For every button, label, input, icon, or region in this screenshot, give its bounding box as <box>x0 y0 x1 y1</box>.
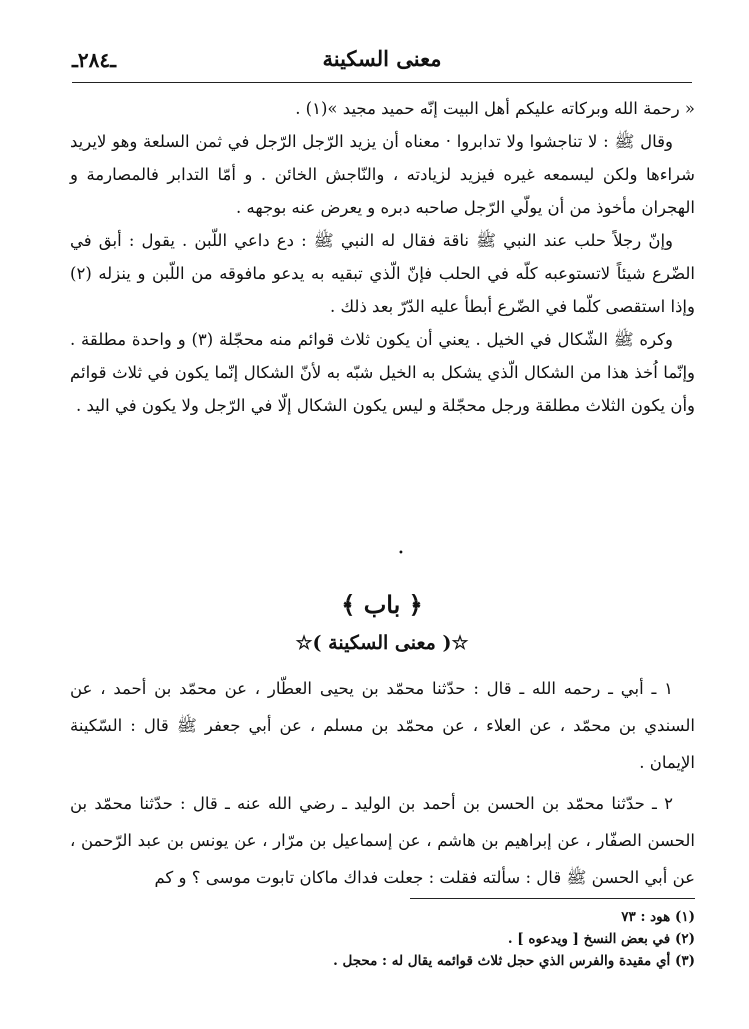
running-title: معنى السكينة <box>322 46 442 71</box>
footnote-item: (١) هود : ٧٣ <box>621 909 695 925</box>
paragraph: وقال ﷺ : لا تناجشوا ولا تدابروا · معناه أن يزيد الرّجل الرّجل في ثمن السلعة وهو لايريد شراءها ولكن ليسمعه غيره فيزيد لزيادته ، والنّاجش الخائن . و أمّا التدابر فالمصارمة و الهجران مأخوذ من أن يولّي الرّجل صاحبه دبره و يعرض عنه بوجهه . <box>70 132 695 217</box>
hadith-list <box>70 670 695 900</box>
body-text <box>70 92 695 422</box>
chapter-title: ﴿ باب ﴾ <box>341 590 423 619</box>
hadith-item: ١ ـ أبي ـ رحمه الله ـ قال : حدّثنا محمّد بن يحيى العطّار ، عن محمّد بن أحمد ، عن السندي بن محمّد ، عن العلاء ، عن محمّد بن مسلم ، عن أبي جعفر ﷺ قال : السّكينة الإيمان . <box>70 679 695 772</box>
paragraph: وكره ﷺ الشّكال في الخيل . يعني أن يكون ثلاث قوائم منه محجّلة (٣) و واحدة مطلقة . وإنّما اُخذ هذا من الشكال الّذي يشكل به الخيل شبّه به لأنّ الشكال إنّما يكون في ثلاث قوائم وأن يكون الثلاث مطلقة ورجل محجّلة و ليس يكون الشكال إلّا في الرّجل ولا يكون في اليد . <box>70 330 695 415</box>
section-divider-dot: • <box>398 548 404 559</box>
paragraph: وإنّ رجلاً حلب عند النبي ﷺ ناقة فقال له النبي ﷺ : دع داعي اللّبن . يقول : أبق في الضّرع شيئاً لاتستوعبه كلّه في الحلب فإنّ الّذي تبقيه به يدعو مافوقه من اللّبن و ينزله (٢) وإذا استقصى كلّما في الضّرع أبطأ عليه الدّرّ بعد ذلك . <box>70 231 695 316</box>
footnote-divider <box>410 898 695 899</box>
page-header <box>72 42 692 83</box>
hadith-item: ٢ ـ حدّثنا محمّد بن الحسن بن أحمد بن الوليد ـ رضي الله عنه ـ قال : حدّثنا محمّد بن الحسن الصفّار ، عن إبراهيم بن هاشم ، عن إسماعيل بن مرّار ، عن يونس بن عبد الرّحمن ، عن أبي الحسن ﷺ قال : سألته فقلت : جعلت فداك ماكان تابوت موسى ؟ و كم <box>70 794 695 887</box>
paragraph: « رحمة الله وبركاته عليكم أهل البيت إنّه حميد مجيد »(١) . <box>295 99 695 118</box>
page-number: ـ٢٨٤ـ <box>72 48 116 72</box>
footnote-item: (٣) أي مقيدة والفرس الذي حجل ثلاث قوائمه يقال له : محجل . <box>333 953 695 969</box>
footnote-item: (٢) في بعض النسخ [ ويدعوه ] . <box>507 931 695 947</box>
chapter-subtitle: ☆( معنى السكينة )☆ <box>295 632 469 654</box>
footnotes <box>100 906 695 972</box>
